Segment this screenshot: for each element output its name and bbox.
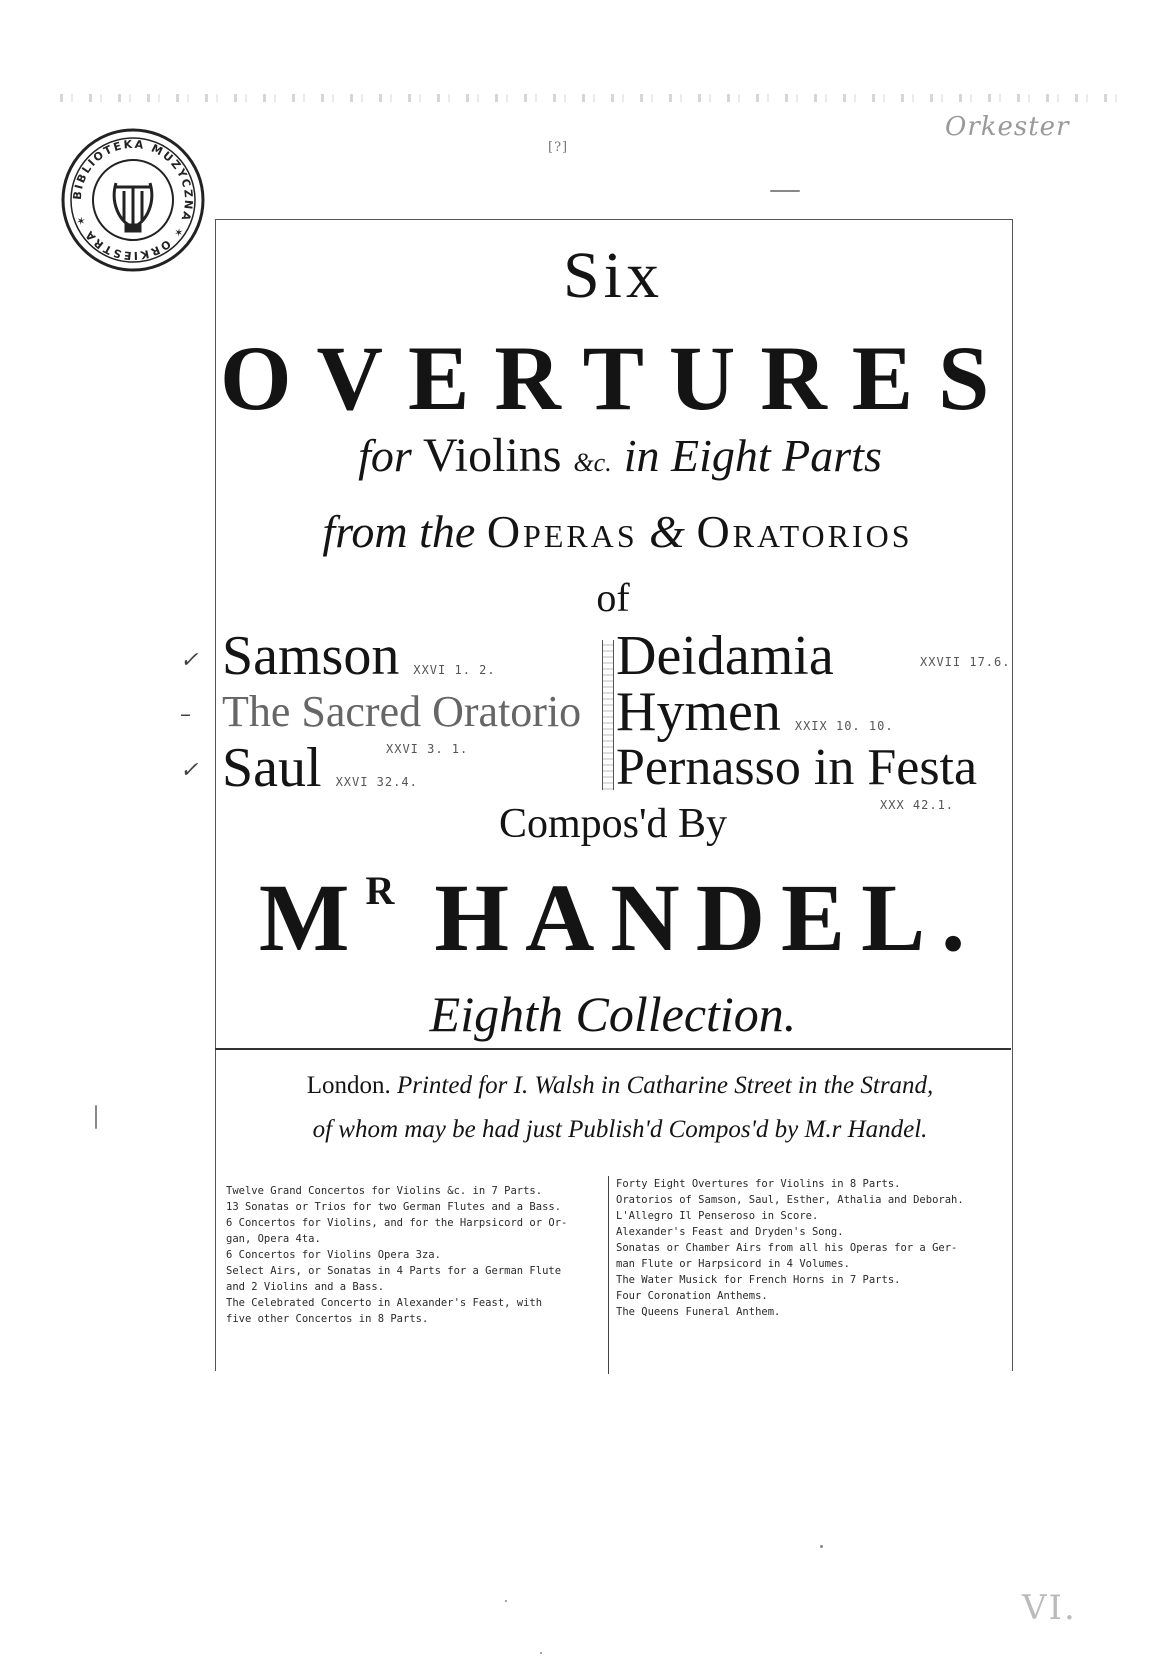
lyre-icon — [114, 183, 152, 231]
catalog-item: L'Allegro Il Penseroso in Score. — [616, 1210, 819, 1222]
catalog-item: man Flute or Harpsicord in 4 Volumes. — [616, 1258, 850, 1270]
imprint-printer: Printed for I. Walsh in Catharine Street in the Strand, — [396, 1072, 934, 1099]
subtitle-eight-parts: in Eight Parts — [623, 430, 882, 481]
works-divider-ornament — [602, 640, 614, 790]
catalog-item: Alexander's Feast and Dryden's Song. — [616, 1226, 844, 1238]
imprint-rule — [215, 1048, 1011, 1050]
work-sacred-oratorio: The Sacred Oratorio — [222, 687, 582, 736]
catalog-item: five other Concertos in 8 Parts. — [226, 1313, 429, 1325]
imprint-city: London. — [306, 1072, 391, 1099]
scan-speck — [505, 1600, 507, 1602]
volume-annotation: VI. — [1022, 1588, 1077, 1628]
composer-prefix: M — [258, 864, 366, 971]
imprint-line-1 — [225, 1072, 1015, 1100]
catalog-item: 13 Sonatas or Trios for two German Flutes and a Bass. — [226, 1201, 562, 1213]
work-title: Saul — [222, 737, 322, 799]
scan-speck — [540, 1652, 542, 1654]
catalog-item: 6 Concertos for Violins Opera 3za. — [226, 1249, 441, 1261]
collection-label: Eighth Collection. — [429, 986, 797, 1042]
subtitle-for: for — [358, 430, 412, 481]
catalog-item: Four Coronation Anthems. — [616, 1290, 768, 1302]
work-pernasso: Pernasso in Festa — [616, 739, 978, 796]
catalog-item: 6 Concertos for Violins, and for the Harpsicord or Or- — [226, 1217, 568, 1229]
catalog-item: Oratorios of Samson, Saul, Esther, Athalia and Deborah. — [616, 1194, 964, 1206]
work-catalog-note-deidamia: XXVII 17.6. — [920, 655, 1011, 669]
catalog-item: gan, Opera 4ta. — [226, 1233, 321, 1245]
subtitle-violins — [230, 428, 1010, 483]
composed-by: Compos'd By — [498, 801, 728, 847]
work-deidamia: Deidamia — [616, 625, 834, 687]
svg-text:BIBLIOTEKA MUZYCZNA ✶ ORKIESTR: BIBLIOTEKA MUZYCZNA ✶ ORKIESTRA ✶ — [70, 137, 196, 263]
subtitle-from-the: from the — [322, 506, 476, 557]
subtitle-oratorios-word: Oratorios — [696, 506, 913, 557]
catalog-list-right — [616, 1176, 1008, 1320]
subtitle-operas-word: Operas — [486, 506, 638, 557]
work-title: Samson — [222, 625, 400, 687]
catalog-item: and 2 Violins and a Bass. — [226, 1281, 385, 1293]
catalog-list-left — [226, 1183, 598, 1327]
check-mark-oratorio: – — [180, 702, 191, 727]
library-stamp — [58, 125, 208, 275]
catalog-item: The Queens Funeral Anthem. — [616, 1306, 781, 1318]
subtitle-and: & — [649, 506, 685, 557]
catalog-divider — [608, 1176, 609, 1374]
scan-speck — [820, 1545, 823, 1548]
catalog-item: Select Airs, or Sonatas in 4 Parts for a German Flute — [226, 1265, 562, 1277]
composer-surname: HANDEL. — [434, 864, 982, 971]
catalog-item: The Water Musick for French Horns in 7 Parts. — [616, 1274, 901, 1286]
check-mark-saul: ✓ — [180, 758, 199, 783]
work-catalog-note-pernasso: XXX 42.1. — [880, 798, 955, 812]
title-overtures: OVERTURES — [220, 327, 1015, 429]
catalog-item: The Celebrated Concerto in Alexander's Feast, with — [226, 1297, 543, 1309]
check-mark-samson: ✓ — [180, 648, 199, 673]
work-catalog-note: XXVI 1. 2. — [413, 663, 496, 677]
work-catalog-note: XXVI 32.4. — [335, 775, 418, 789]
title-six: Six — [562, 239, 664, 312]
page-number: [?] — [548, 140, 569, 155]
work-catalog-note: XXIX 10. 10. — [794, 719, 894, 733]
subtitle-of: of — [596, 575, 630, 620]
catalog-item: Sonatas or Chamber Airs from all his Operas for a Ger- — [616, 1242, 958, 1254]
subtitle-violins-word: Violins — [422, 429, 562, 482]
composer-name — [225, 862, 1015, 973]
subtitle-etc: &c. — [573, 448, 612, 477]
scan-speck — [770, 190, 800, 192]
imprint-line-2: of whom may be had just Publish'd Compos'd by M.r Handel. — [312, 1116, 928, 1143]
composer-prefix-sup: R — [365, 868, 395, 913]
shelf-annotation: Orkester — [945, 112, 1070, 142]
subtitle-operas — [225, 505, 1010, 558]
work-title: Hymen — [616, 681, 781, 743]
work-catalog-note-oratorio: XXVI 3. 1. — [386, 742, 469, 756]
stamp-seal-icon — [58, 125, 208, 275]
catalog-item: Forty Eight Overtures for Violins in 8 Parts. — [616, 1178, 901, 1190]
catalog-item: Twelve Grand Concertos for Violins &c. in 7 Parts. — [226, 1185, 543, 1197]
scan-speck — [95, 1105, 97, 1129]
scan-noise-band — [60, 94, 1120, 102]
